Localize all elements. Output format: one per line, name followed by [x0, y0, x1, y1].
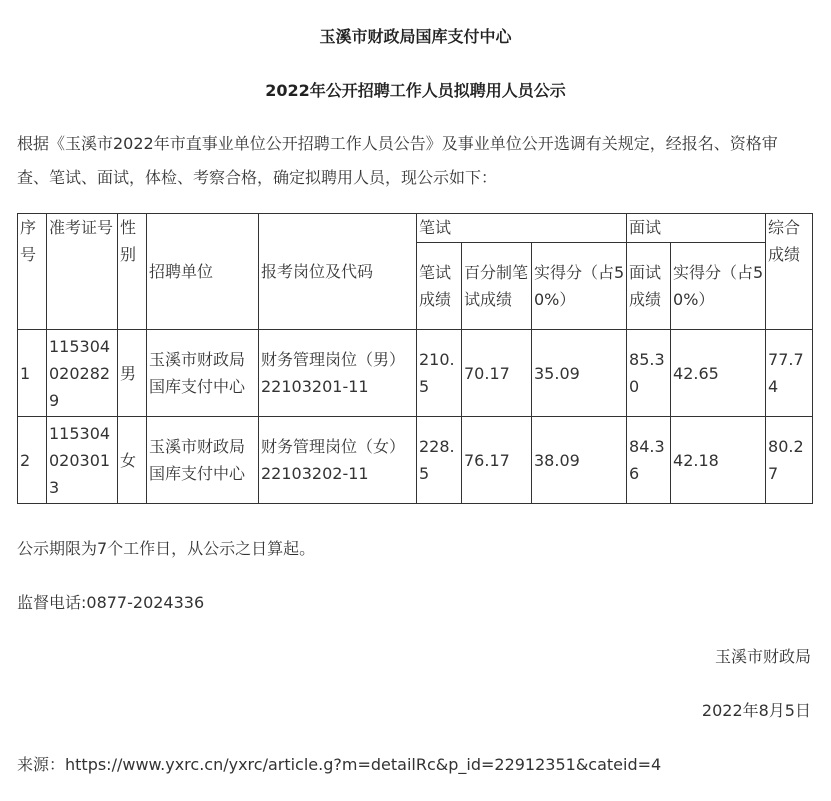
- cell-gender: 男: [118, 330, 147, 417]
- cell-interview-actual: 42.65: [671, 330, 766, 417]
- header-written-percent: 百分制笔试成绩: [462, 243, 532, 330]
- cell-written-percent: 76.17: [462, 417, 532, 504]
- header-exam-no: 准考证号: [47, 214, 118, 330]
- cell-interview-score: 85.30: [627, 330, 671, 417]
- header-gender: 性别: [118, 214, 147, 330]
- cell-unit: 玉溪市财政局国库支付中心: [147, 417, 259, 504]
- table-header-row: [18, 214, 813, 243]
- issuer-signature: 玉溪市财政局: [714, 647, 811, 666]
- header-unit: 招聘单位: [147, 214, 259, 330]
- intro-paragraph: 根据《玉溪市2022年市直事业单位公开招聘工作人员公告》及事业单位公开选调有关规定，经报名、资格审查、笔试、面试，体检、考察合格，确定拟聘用人员，现公示如下：: [17, 134, 778, 187]
- cell-written-actual: 35.09: [532, 330, 627, 417]
- cell-gender: 女: [118, 417, 147, 504]
- header-position: 报考岗位及代码: [259, 214, 417, 330]
- cell-interview-actual: 42.18: [671, 417, 766, 504]
- cell-seq: 1: [18, 330, 47, 417]
- header-written-actual: 实得分（占50%）: [532, 243, 627, 330]
- cell-position: 财务管理岗位（男） 22103201-11: [259, 330, 417, 417]
- notice-period: 公示期限为7个工作日，从公示之日算起。: [17, 539, 316, 558]
- cell-written-actual: 38.09: [532, 417, 627, 504]
- cell-seq: 2: [18, 417, 47, 504]
- issue-date: 2022年8月5日: [701, 701, 811, 720]
- cell-total: 80.27: [766, 417, 813, 504]
- cell-unit: 玉溪市财政局国库支付中心: [147, 330, 259, 417]
- org-heading: 玉溪市财政局国库支付中心: [319, 27, 512, 46]
- cell-written-score: 228.5: [417, 417, 462, 504]
- cell-exam-no: 1153040203013: [47, 417, 118, 504]
- cell-interview-score: 84.36: [627, 417, 671, 504]
- header-interview-actual: 实得分（占50%）: [671, 243, 766, 330]
- cell-position: 财务管理岗位（女）22103202-11: [259, 417, 417, 504]
- header-written-score: 笔试成绩: [417, 243, 462, 330]
- table-row: [18, 417, 813, 504]
- supervision-phone: 监督电话:0877-2024336: [17, 593, 205, 612]
- hiring-table: [17, 213, 813, 504]
- cell-total: 77.74: [766, 330, 813, 417]
- header-total: 综合成绩: [766, 214, 813, 330]
- page-title: 2022年公开招聘工作人员拟聘用人员公示: [265, 81, 566, 100]
- header-written-group: 笔试: [417, 214, 627, 243]
- cell-written-score: 210.5: [417, 330, 462, 417]
- header-interview-score: 面试成绩: [627, 243, 671, 330]
- source-line: 来源：https://www.yxrc.cn/yxrc/article.g?m=detailRc&p_id=22912351&cateid=4: [17, 755, 662, 774]
- header-seq: 序号: [18, 214, 47, 330]
- table-row: [18, 330, 813, 417]
- header-interview-group: 面试: [627, 214, 766, 243]
- cell-written-percent: 70.17: [462, 330, 532, 417]
- cell-exam-no: 1153040202829: [47, 330, 118, 417]
